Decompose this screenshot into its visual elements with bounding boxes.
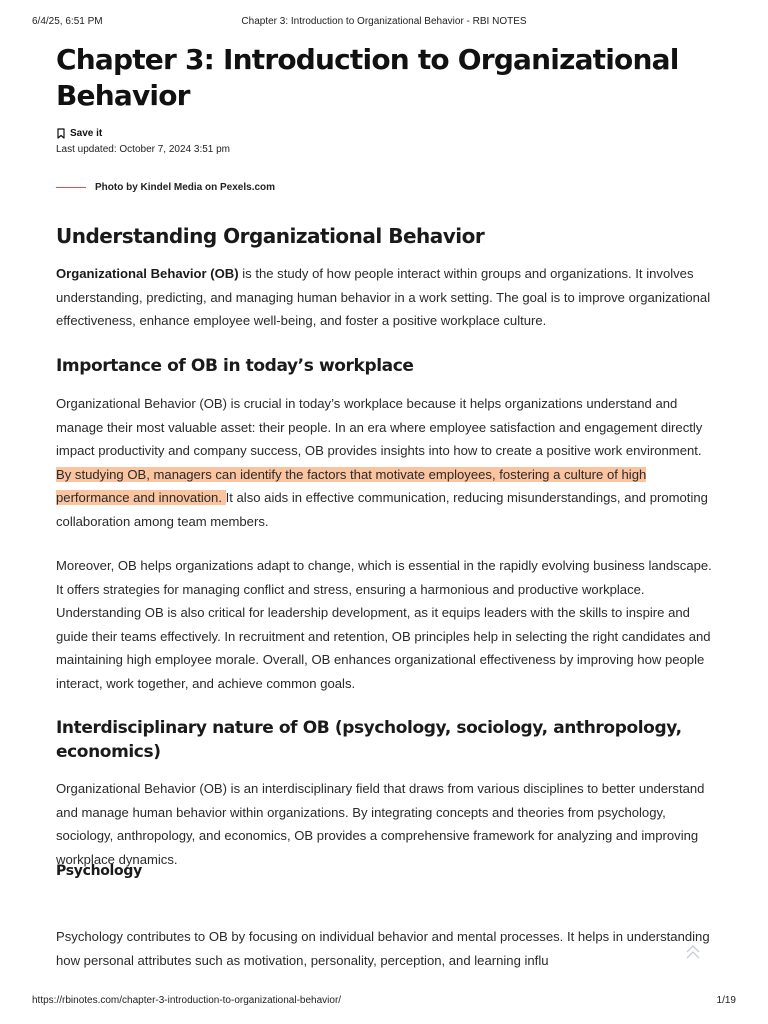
page-number: 1/19 [716, 995, 736, 1006]
save-button[interactable] [56, 128, 102, 139]
section-heading-understanding: Understanding Organizational Behavior [56, 224, 485, 248]
page-url: https://rbinotes.com/chapter-3-introduction-to-organizational-behavior/ [32, 995, 342, 1006]
last-updated: Last updated: October 7, 2024 3:51 pm [56, 144, 231, 155]
ob-term: Organizational Behavior (OB) [56, 266, 239, 281]
photo-credit: Photo by Kindel Media on Pexels.com [95, 182, 276, 193]
paragraph-importance-2: Moreover, OB helps organizations adapt to change, which is essential in the rapidly evolving business landscape. It offers strategies for managing conflict and stress, ensuring a harmonious and productive workplace. Understanding OB is also critical for leadership development, as it equips leaders with the skills to inspire and guide their teams effectively. In recruitment and retention, OB principles help in selecting the right candidates and maintaining high employee morale. Overall, OB enhances organizational effectiveness by improving how people interact, work together, and achieve common goals. [56, 558, 712, 691]
section-heading-psychology: Psychology [56, 863, 142, 879]
print-header [32, 16, 736, 30]
section-heading-importance: Importance of OB in today’s workplace [56, 356, 414, 376]
highlighted-text: By studying OB, managers can identify the factors that motivate employees, fostering a culture of high performance and innovation. [56, 466, 647, 505]
paragraph-psychology: Psychology contributes to OB by focusing on individual behavior and mental processes. It helps in understanding how personal attributes such as motivation, personality, perception, and learning influ [56, 929, 710, 968]
section-heading-interdisciplinary: Interdisciplinary nature of OB (psychology, sociology, anthropology, economics) [56, 718, 682, 762]
paragraph-ob-definition: Organizational Behavior (OB) is the study of how people interact within groups and organizations. It involves understanding, predicting, and managing human behavior in a work setting. The goal is to improve organizational effectiveness, enhance employee well-being, and foster a positive workplace culture. [56, 266, 711, 328]
print-doc-title: Chapter 3: Introduction to Organizational Behavior - RBI NOTES [241, 16, 527, 27]
bookmark-icon [56, 128, 66, 139]
print-datetime: 6/4/25, 6:51 PM [32, 16, 103, 27]
caption-divider [56, 187, 86, 188]
scroll-to-top-icon[interactable] [684, 943, 702, 961]
save-label: Save it [70, 128, 103, 139]
paragraph-interdisciplinary: Organizational Behavior (OB) is an interdisciplinary field that draws from various disciplines to better understand and manage human behavior within organizations. By integrating concepts and theories from psychology, sociology, anthropology, and economics, OB provides a comprehensive framework for analyzing and improving workplace dynamics. [56, 781, 705, 867]
paragraph-importance-1: Organizational Behavior (OB) is crucial in today’s workplace because it helps organizations understand and manage their most valuable asset: their people. In an era where employee satisfaction and engagement directly impact productivity and company success, OB provides insights into how to create a positive work environment. By studying OB, managers can identify the factors that motivate employees, fostering a culture of high performance and innovation. It also aids in effective communication, reducing misunderstandings, and promoting collaboration among team members. [56, 396, 708, 529]
page-title: Chapter 3: Introduction to Organizational Behavior [56, 43, 679, 112]
